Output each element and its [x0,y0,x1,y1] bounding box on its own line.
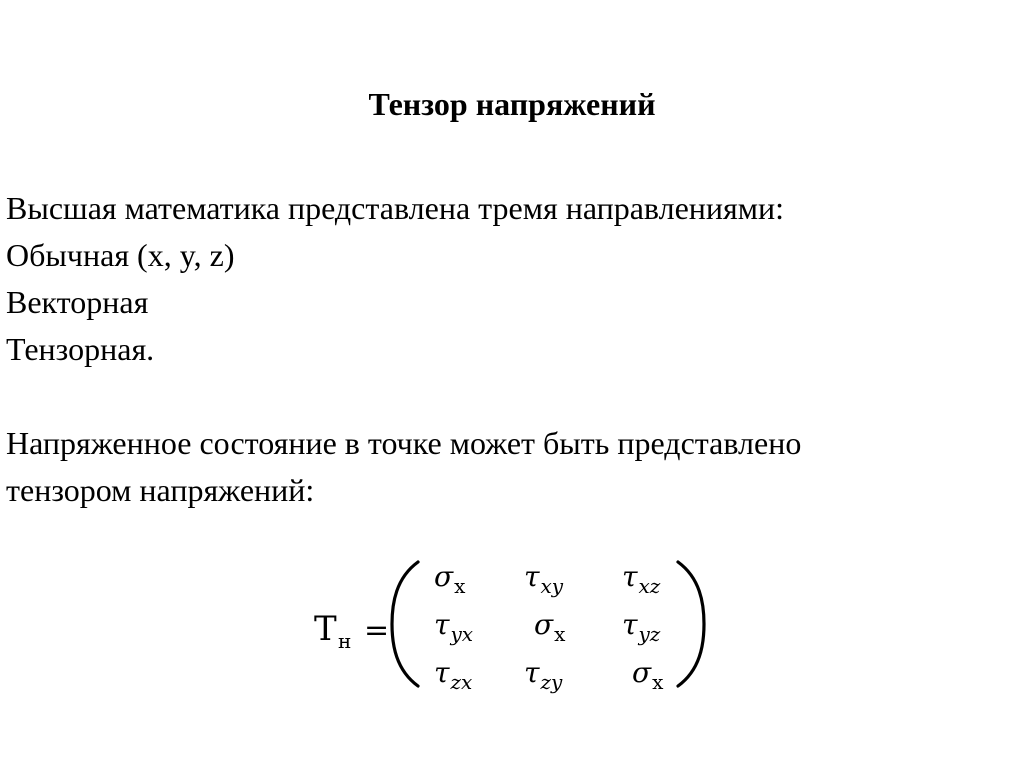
list-item-ordinary: Обычная (x, y, z) [6,237,235,273]
slide-title: Тензор напряжений [368,86,656,122]
equals-sign: = [364,613,390,648]
list-item-tensor: Тензорная. [6,331,155,367]
matrix-cell-3-2 [524,656,563,694]
matrix-cell-1-2 [524,560,564,598]
matrix-cell-2-1 [434,608,473,646]
stress-tensor-formula [300,548,720,698]
stress-state-line-1: Напряженное состояние в точке может быть представлено [6,425,802,461]
tensor-subscript: н [338,629,352,653]
matrix-cell-2-2 [534,608,566,646]
matrix-cell-2-3 [622,608,661,646]
matrix-subscript: x [652,670,664,694]
matrix-cell-3-3 [632,656,664,694]
matrix-cell-1-1 [434,560,466,598]
matrix-symbol: τ [434,608,450,641]
matrix-cell-3-1 [434,656,472,694]
matrix-subscript: x [454,574,466,598]
matrix-symbol: σ [632,656,652,689]
left-parenthesis [392,562,418,686]
matrix-symbol: τ [622,560,638,593]
matrix-cell-1-3 [622,560,661,598]
paragraph-gap [6,373,1016,420]
stress-state-line-2: тензором напряжений: [6,472,315,508]
tensor-matrix [434,560,664,694]
tensor-symbol: T [314,609,337,649]
matrix-subscript: x [554,622,566,646]
matrix-subscript: zx [450,670,473,694]
list-item-vector: Векторная [6,284,149,320]
matrix-symbol: σ [534,608,554,641]
matrix-subscript: xy [540,574,564,598]
matrix-subscript: zy [540,670,563,694]
matrix-subscript: yz [638,622,661,646]
matrix-subscript: xz [638,574,661,598]
matrix-subscript: yx [450,622,474,646]
matrix-symbol: τ [622,608,638,641]
right-parenthesis [678,562,704,686]
matrix-symbol: τ [524,656,540,689]
matrix-symbol: τ [434,656,450,689]
matrix-symbol: τ [524,560,540,593]
body-text [6,185,1016,514]
intro-line: Высшая математика представлена тремя направлениями: [6,190,785,226]
matrix-symbol: σ [434,560,454,593]
